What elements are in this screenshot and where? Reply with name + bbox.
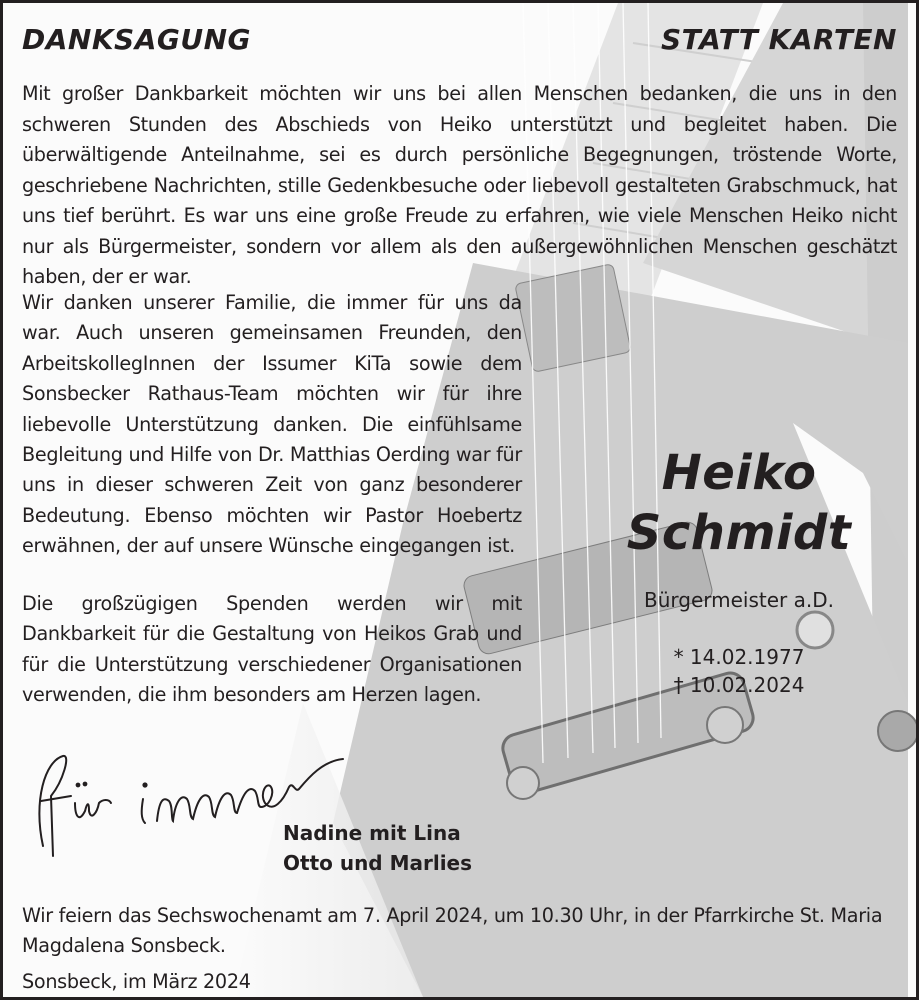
intro-paragraph: Mit großer Dankbarkeit möchten wir uns bei allen Menschen bedanken, die uns in den schweren Stunden des Abschieds von Heiko unterstützt und begleitet haben. Die überwältigende Anteilnahme, sei es durch persönliche Begegnungen, tröstende Worte, geschriebene Nachrichten, stille Gedenkbesuche oder liebevoll gestalteten Grabschmuck, hat uns tief berührt. Es war uns eine große Freude zu erfahren, wie viele Menschen Heiko nicht nur als Bürgermeister, sondern vor allem als den außergewöhnlichen Menschen geschätzt haben, der er war.	[22, 82, 897, 288]
heading-statt-karten: STATT KARTEN	[660, 23, 897, 56]
deceased-first-name: Heiko	[661, 445, 817, 501]
donations-paragraph	[22, 589, 522, 711]
signer-line: Nadine mit Lina	[283, 821, 461, 845]
life-dates	[589, 643, 889, 699]
place-date: Sonsbeck, im März 2024	[22, 970, 251, 993]
thanks-paragraph	[22, 288, 522, 562]
deceased-title: Bürgermeister a.D.	[644, 588, 834, 612]
signers	[283, 818, 472, 878]
deceased-name	[589, 443, 889, 563]
heading-danksagung: DANKSAGUNG	[22, 23, 252, 56]
deceased-last-name: Schmidt	[626, 505, 852, 561]
footer	[22, 901, 897, 997]
thanks-text: Wir danken unserer Familie, die immer für uns da war. Auch unseren gemeinsamen Freunden, den ArbeitskollegInnen der Issumer KiTa sowie dem Sonsbecker Rathaus-Team möchten wir für ihre liebevolle Unterstützung danken. Die einfühlsame Begleitung und Hilfe von Dr. Matthias Oerding war für uns in dieser schweren Zeit von ganz besonderer Bedeutung. Ebenso möchten wir Pastor Hoebertz erwähnen, der auf unsere Wünsche eingegangen ist.	[22, 291, 522, 558]
service-announcement: Wir feiern das Sechswochenamt am 7. April 2024, um 10.30 Uhr, in der Pfarrkirche St. Maria Magdalena Sonsbeck.	[22, 904, 883, 957]
birth-date: * 14.02.1977	[673, 645, 805, 669]
signer-line: Otto und Marlies	[283, 851, 473, 875]
donations-text: Die großzügigen Spenden werden wir mit Dankbarkeit für die Gestaltung von Heikos Grab und für die Unterstützung verschiedener Organisationen verwenden, die ihm besonders am Herzen lagen.	[22, 592, 522, 707]
death-date: † 10.02.2024	[673, 673, 805, 697]
